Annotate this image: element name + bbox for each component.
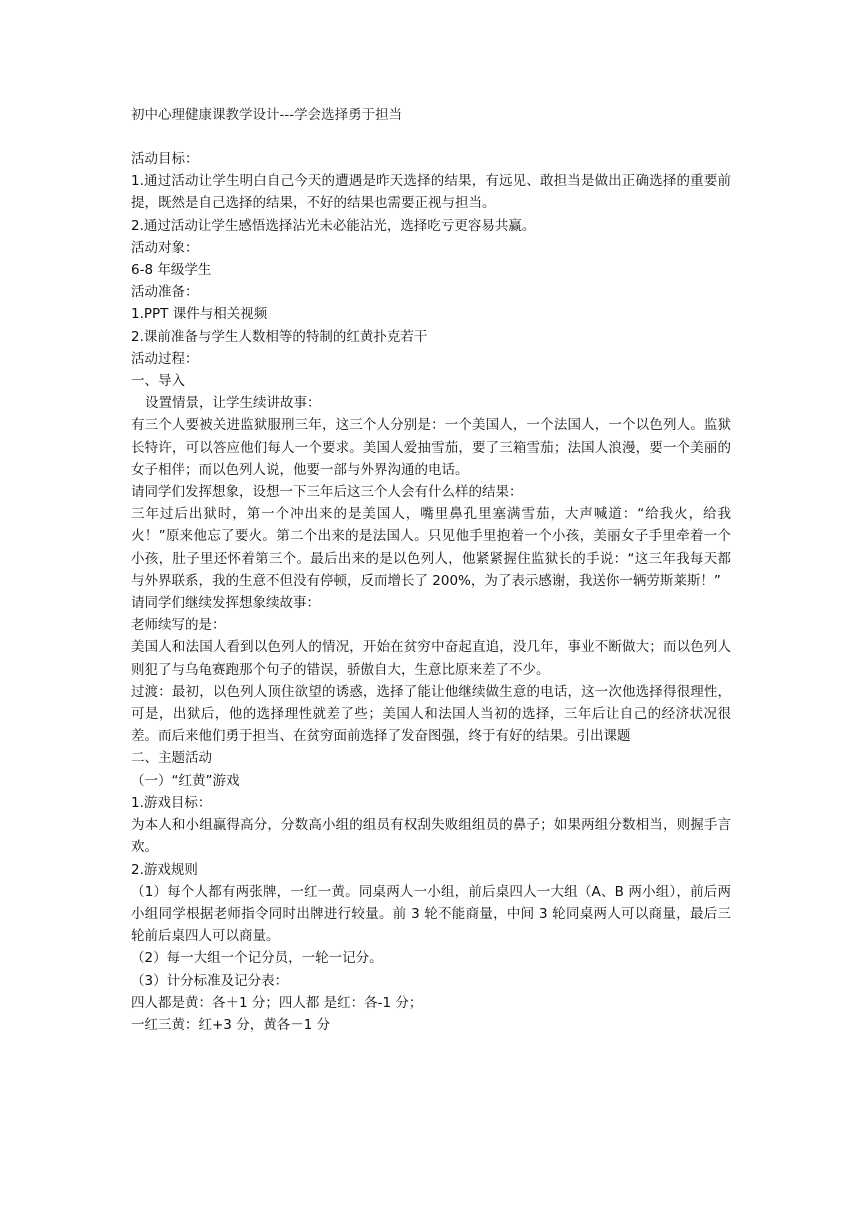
game-goal-heading: 1.游戏目标：: [131, 794, 212, 811]
part-heading-intro: 一、导入: [131, 373, 185, 390]
transition-paragraph: 过渡：最初，以色列人顶住欲望的诱惑，选择了能让他继续做生意的电话，这一次他选择得很理性，可是，出狱后，他的选择理性就差了些；美国人和法国人当初的选择，三年后让自己的经济状况很差。而后来他们勇于担当、在贫穷面前选择了发奋图强，终于有好的结果。引出课题: [131, 683, 731, 745]
story-prompt: 请同学们发挥想象，设想一下三年后这三个人会有什么样的结果：: [131, 484, 523, 501]
goal-item-1: 1.通过活动让学生明白自己今天的遭遇是昨天选择的结果，有远见、敢担当是做出正确选择的重要前提，既然是自己选择的结果，不好的结果也需要正视与担当。: [131, 173, 731, 212]
teacher-continuation-heading: 老师续写的是：: [131, 617, 226, 634]
section-heading-preparation: 活动准备：: [131, 284, 199, 301]
section-heading-goals: 活动目标：: [131, 151, 199, 167]
game-rule-3: （3）计分标准及记分表：: [131, 972, 289, 989]
game-rule-2: （2）每一大组一个记分员，一轮一记分。: [131, 950, 383, 967]
game-rule-1: （1）每个人都有两张牌，一红一黄。同桌两人一小组，前后桌四人一大组（A、B 两小组），前后两小组同学根据老师指令同时出牌进行较量。前 3 轮不能商量，中间 3 轮同桌两人可以商量，最后三轮前后桌四人可以商量。: [131, 883, 731, 945]
scenario-setup: 设置情景，让学生续讲故事：: [145, 395, 321, 412]
scoring-line-1: 四人都是黄：各＋1 分；四人都 是红：各-1 分；: [131, 994, 423, 1011]
teacher-continuation: 美国人和法国人看到以色列人的情况，开始在贫穷中奋起直追，没几年，事业不断做大；而以色列人则犯了与乌龟赛跑那个句子的错误，骄傲自大，生意比原来差了不少。: [131, 639, 731, 678]
story-continuation: 三年过后出狱时，第一个冲出来的是美国人，嘴里鼻孔里塞满雪茄，大声喊道：“给我火，给我火！”原来他忘了要火。第二个出来的是法国人。只见他手里抱着一个小孩，美丽女子手里牵着一个小孩，肚子里还怀着第三个。最后出来的是以色列人，他紧紧握住监狱长的手说：“这三年我每天都与外界联系，我的生意不但没有停顿，反而增长了 200%，为了表示感谢，我送你一辆劳斯莱斯！”: [131, 506, 731, 589]
section-heading-process: 活动过程：: [131, 350, 199, 367]
story-prompt-continue: 请同学们继续发挥想象续故事：: [131, 595, 320, 612]
preparation-item-1: 1.PPT 课件与相关视频: [131, 306, 268, 323]
target-grades: 6-8 年级学生: [131, 262, 212, 279]
game-rules-heading: 2.游戏规则: [131, 861, 198, 878]
blank-line: [131, 126, 731, 148]
document-page: [131, 104, 731, 1036]
scoring-line-2: 一红三黄：红+3 分，黄各－1 分: [131, 1016, 331, 1033]
story-paragraph: 有三个人要被关进监狱服刑三年，这三个人分别是：一个美国人，一个法国人，一个以色列人。监狱长特许，可以答应他们每人一个要求。美国人爱抽雪茄，要了三箱雪茄；法国人浪漫，要一个美丽的女子相伴；而以色列人说，他要一部与外界沟通的电话。: [131, 417, 731, 478]
game-heading: （一）“红黄”游戏: [131, 772, 240, 789]
part-heading-main-activity: 二、主题活动: [131, 750, 212, 767]
game-goal: 为本人和小组赢得高分，分数高小组的组员有权刮失败组组员的鼻子；如果两组分数相当，则握手言欢。: [131, 817, 731, 856]
document-title: 初中心理健康课教学设计---学会选择勇于担当: [131, 107, 403, 123]
preparation-item-2: 2.课前准备与学生人数相等的特制的红黄扑克若干: [131, 328, 428, 345]
goal-item-2: 2.通过活动让学生感悟选择沾光未必能沾光，选择吃亏更容易共赢。: [131, 217, 536, 234]
section-heading-target: 活动对象：: [131, 239, 199, 256]
